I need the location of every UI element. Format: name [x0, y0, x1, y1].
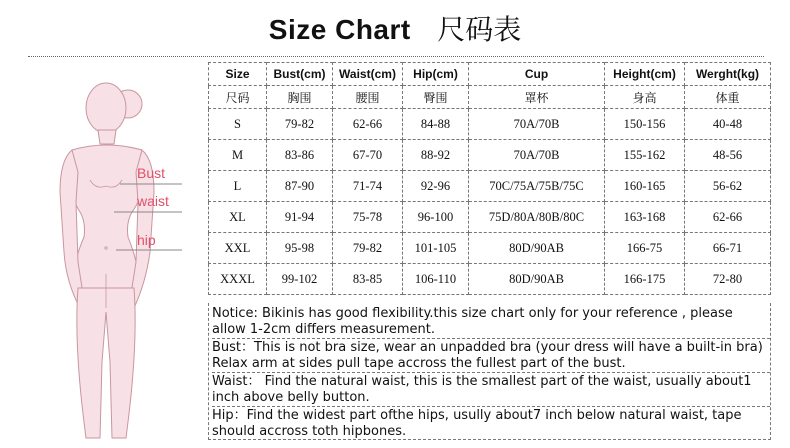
divider	[212, 372, 770, 373]
table-cell: 166-75	[605, 233, 685, 264]
notice-text: Notice: Bikinis has good flexibility.this size chart only for your reference , please allow 1-2cm differs measurement.	[212, 306, 733, 337]
table-cell: 71-74	[333, 171, 403, 202]
table-cell: 91-94	[267, 202, 333, 233]
page-title: Size Chart	[268, 14, 411, 45]
table-cell: 155-162	[605, 140, 685, 171]
table-cell: 70A/70B	[469, 140, 605, 171]
column-header-cn: 胸围	[267, 86, 333, 109]
table-cell: 62-66	[333, 109, 403, 140]
table-row	[209, 233, 771, 264]
table-row	[209, 109, 771, 140]
divider	[212, 406, 770, 407]
table-cell: 40-48	[685, 109, 771, 140]
table-cell: 166-175	[605, 264, 685, 295]
size-table	[208, 62, 771, 295]
table-cell: 106-110	[403, 264, 469, 295]
column-header: Size	[209, 63, 267, 86]
column-header-cn: 腰围	[333, 86, 403, 109]
table-cell: 83-85	[333, 264, 403, 295]
table-cell: 88-92	[403, 140, 469, 171]
table-cell: 160-165	[605, 171, 685, 202]
table-cell: 70C/75A/75B/75C	[469, 171, 605, 202]
table-cell: 70A/70B	[469, 109, 605, 140]
column-header-cn: 体重	[685, 86, 771, 109]
bust-label: Bust	[137, 165, 166, 181]
table-cell: S	[209, 109, 267, 140]
table-cell: 163-168	[605, 202, 685, 233]
table-cell: 79-82	[333, 233, 403, 264]
waist-label: waist	[137, 193, 169, 209]
column-header: Bust(cm)	[267, 63, 333, 86]
column-header-cn: 身高	[605, 86, 685, 109]
table-cell: 99-102	[267, 264, 333, 295]
table-row	[209, 171, 771, 202]
table-cell: 75D/80A/80B/80C	[469, 202, 605, 233]
table-cell: 83-86	[267, 140, 333, 171]
table-cell: 80D/90AB	[469, 233, 605, 264]
notes-section	[212, 306, 770, 439]
body-figure-illustration	[20, 62, 200, 442]
hip-label: hip	[137, 232, 156, 248]
page-title-cn: 尺码表	[437, 13, 522, 46]
table-cell: 75-78	[333, 202, 403, 233]
table-cell: 87-90	[267, 171, 333, 202]
table-cell: L	[209, 171, 267, 202]
header-row	[209, 63, 771, 86]
table-cell: 96-100	[403, 202, 469, 233]
table-cell: M	[209, 140, 267, 171]
title-divider	[28, 56, 764, 57]
column-header: Werght(kg)	[685, 63, 771, 86]
column-header-cn: 臀围	[403, 86, 469, 109]
table-row	[209, 264, 771, 295]
table-cell: 80D/90AB	[469, 264, 605, 295]
table-cell: 56-62	[685, 171, 771, 202]
table-cell: 79-82	[267, 109, 333, 140]
table-cell: XL	[209, 202, 267, 233]
column-header: Hip(cm)	[403, 63, 469, 86]
table-cell: 66-71	[685, 233, 771, 264]
column-header: Cup	[469, 63, 605, 86]
column-header: Height(cm)	[605, 63, 685, 86]
divider	[212, 338, 770, 339]
table-cell: 95-98	[267, 233, 333, 264]
table-cell: 150-156	[605, 109, 685, 140]
column-header-cn: 罩杯	[469, 86, 605, 109]
header-row-cn	[209, 86, 771, 109]
column-header-cn: 尺码	[209, 86, 267, 109]
waist-note-text: Waist： Find the natural waist, this is the smallest part of the waist, usually about1 inch above belly button.	[212, 374, 752, 405]
table-cell: 72-80	[685, 264, 771, 295]
table-cell: 48-56	[685, 140, 771, 171]
table-cell: 101-105	[403, 233, 469, 264]
table-cell: XXL	[209, 233, 267, 264]
size-table-container	[208, 62, 770, 295]
hip-note-text: Hip：Find the widest part ofthe hips, usully about7 inch below natural waist, tape should accross toth hipbones.	[212, 408, 742, 439]
table-cell: 62-66	[685, 202, 771, 233]
column-header: Waist(cm)	[333, 63, 403, 86]
table-cell: 92-96	[403, 171, 469, 202]
table-row	[209, 140, 771, 171]
table-row	[209, 202, 771, 233]
table-cell: 84-88	[403, 109, 469, 140]
page-header	[0, 8, 790, 54]
bust-note-text: Bust：This is not bra size, wear an unpadded bra (your dress will have a built-in bra) Relax arm at sides pull tape accross the fullest part of the bust.	[212, 340, 763, 371]
table-cell: XXXL	[209, 264, 267, 295]
table-body	[209, 109, 771, 295]
table-cell: 67-70	[333, 140, 403, 171]
